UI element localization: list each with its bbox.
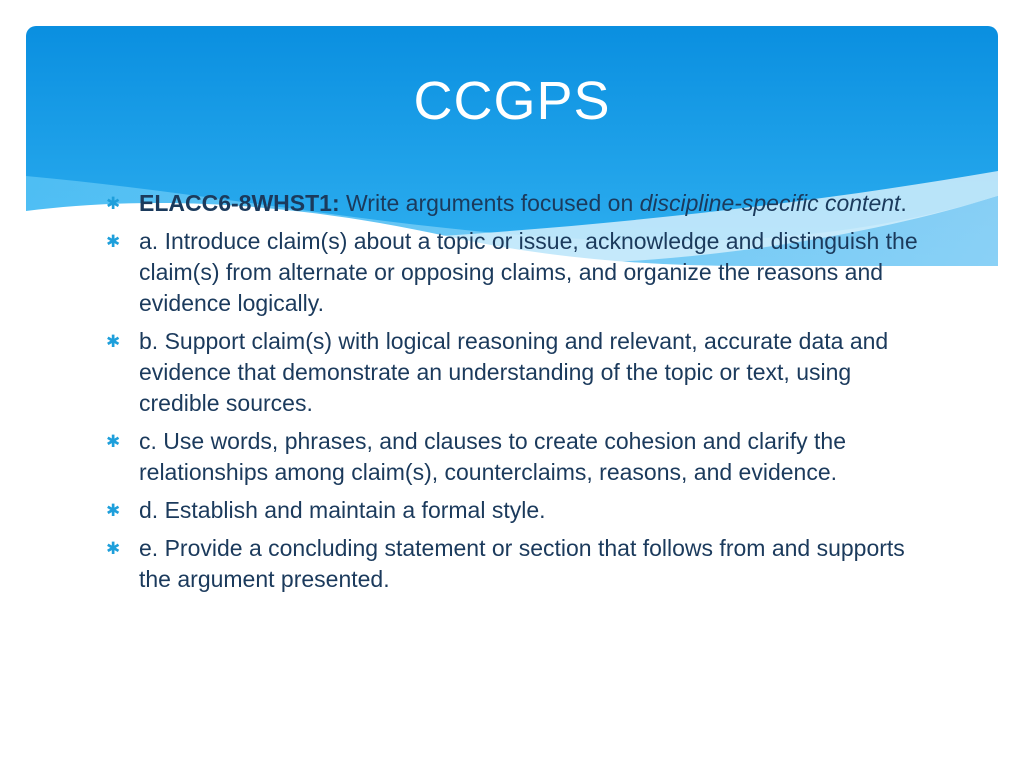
list-item — [106, 426, 926, 488]
list-item-text: b. Support claim(s) with logical reasoning and relevant, accurate data and evidence that demonstrate an understanding of the topic or text, using credible sources. — [139, 328, 889, 416]
asterisk-icon: ✱ — [106, 232, 121, 251]
asterisk-icon: ✱ — [106, 194, 121, 213]
list-item — [106, 495, 926, 526]
bullet-list — [106, 188, 926, 602]
list-item-text: c. Use words, phrases, and clauses to create cohesion and clarify the relationships among claim(s), counterclaims, reasons, and evidence. — [139, 428, 846, 485]
list-item-text: e. Provide a concluding statement or section that follows from and supports the argument presented. — [139, 535, 905, 592]
list-item-text: a. Introduce claim(s) about a topic or issue, acknowledge and distinguish the claim(s) from alternate or opposing claims, and organize the reasons and evidence logically. — [139, 228, 918, 316]
list-item-text: d. Establish and maintain a formal style. — [139, 497, 546, 523]
slide-title: CCGPS — [413, 71, 611, 131]
standard-italic: discipline-specific content — [639, 190, 901, 216]
list-item — [106, 326, 926, 419]
list-item — [106, 533, 926, 595]
list-item — [106, 226, 926, 319]
asterisk-icon: ✱ — [106, 432, 121, 451]
list-item-standard — [106, 188, 926, 219]
asterisk-icon: ✱ — [106, 332, 121, 351]
standard-end: . — [900, 190, 907, 216]
asterisk-icon: ✱ — [106, 501, 121, 520]
standard-code: ELACC6-8WHST1: — [139, 190, 340, 216]
asterisk-icon: ✱ — [106, 539, 121, 558]
standard-text: Write arguments focused on — [339, 190, 640, 216]
